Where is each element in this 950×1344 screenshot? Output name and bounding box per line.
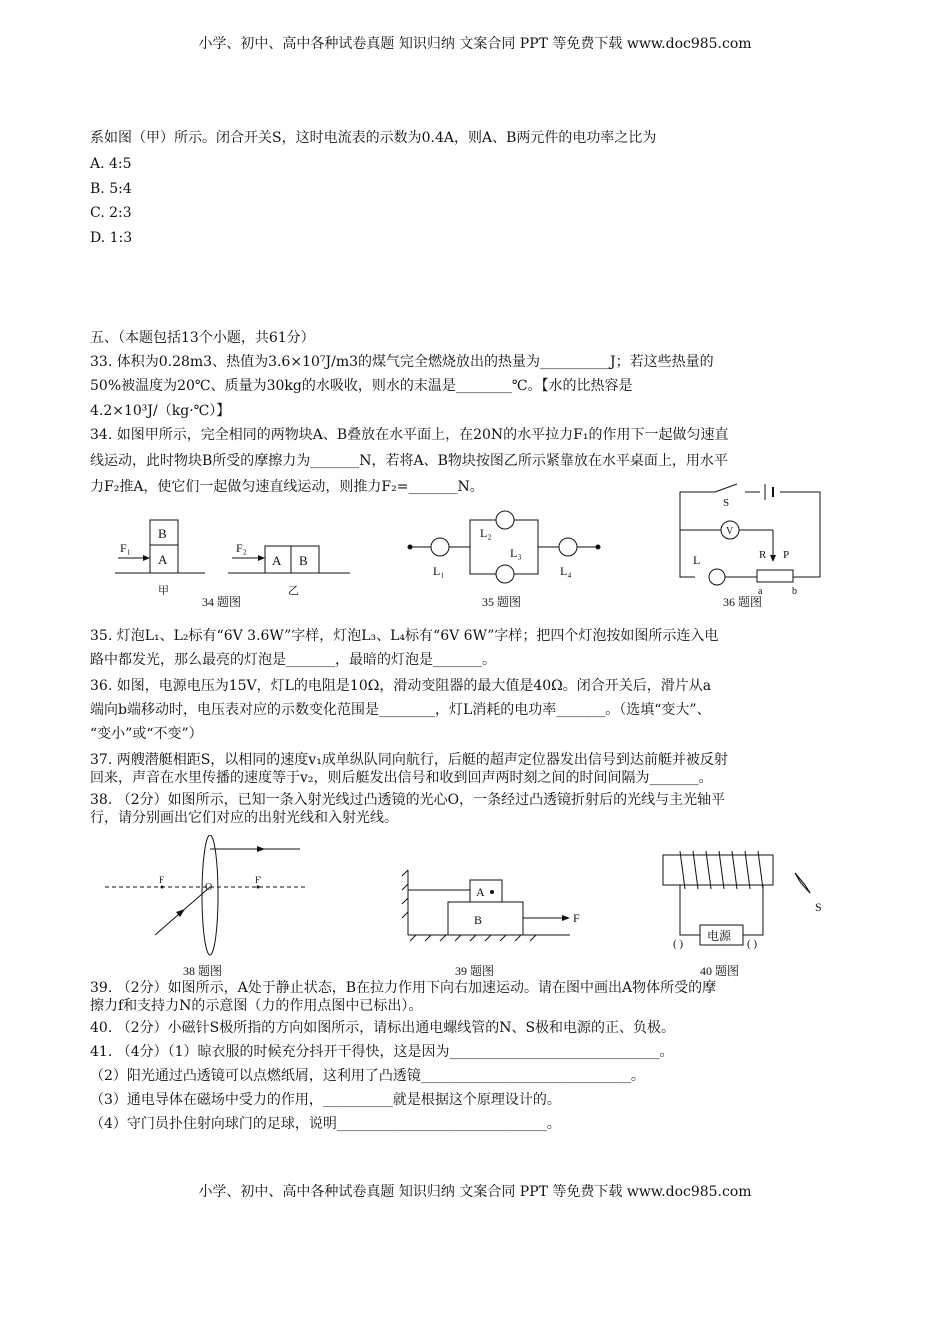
- q40-line: 40. （2分）小磁针S极所指的方向如图所示，请标出通电螺线管的N、S极和电源的正、负极。: [90, 1020, 676, 1036]
- figure-35: [400, 505, 610, 610]
- svg-text:甲: 甲: [158, 585, 169, 597]
- svg-text:P: P: [783, 549, 790, 561]
- svg-text:A: A: [158, 552, 168, 567]
- q39-line: 擦力f和支持力N的示意图（力的作用点图中已标出）。: [90, 998, 423, 1014]
- svg-text:L₁: L₁: [433, 564, 445, 578]
- svg-text:b: b: [792, 586, 797, 597]
- figure-38: [105, 835, 315, 980]
- svg-text:F₂: F₂: [236, 541, 247, 555]
- svg-text:电源: 电源: [707, 929, 732, 943]
- q34-line: 线运动，此时物块B所受的摩擦力为_______N，若将A、B物块按图乙所示紧靠放在水平桌面上，用水平: [90, 453, 728, 469]
- q41-line: （4）守门员扑住射向球门的足球，说明______________________________。: [90, 1116, 561, 1132]
- svg-text:S: S: [815, 900, 822, 914]
- svg-text:F: F: [159, 875, 165, 885]
- q34-line: 力F₂推A，使它们一起做匀速直线运动，则推力F₂=_______N。: [90, 479, 484, 495]
- q33-line: 50%被温度为20℃、质量为30kg的水吸收，则水的末温是________℃。【水的比热容是: [90, 378, 633, 394]
- svg-text:B: B: [474, 913, 483, 927]
- svg-text:38 题图: 38 题图: [183, 964, 223, 978]
- q41-line: （2）阳光通过凸透镜可以点燃纸屑，这利用了凸透镜______________________________。: [90, 1068, 645, 1084]
- q33-line: 33. 体积为0.28m3、热值为3.6×10⁷J/m3的煤气完全燃烧放出的热量为__________J；若这些热量的: [90, 354, 714, 370]
- q32-option-c: C. 2:3: [90, 205, 132, 221]
- q36-line: 36. 如图，电源电压为15V，灯L的电阻是10Ω，滑动变阻器的最大值是40Ω。闭合开关后，滑片从a: [90, 678, 712, 694]
- q39-line: 39. （2分）如图所示，A处于静止状态，B在拉力作用下向右加速运动。请在图中画出A物体所受的摩: [90, 980, 717, 996]
- svg-text:O: O: [205, 882, 213, 893]
- q37-line: 37. 两艘潜艇相距S，以相同的速度v₁成单纵队同向航行，后艇的超声定位器发出信号到达前艇并被反射: [90, 752, 728, 768]
- svg-text:a: a: [758, 586, 763, 597]
- q41-line: 41. （4分）（1）晾衣服的时候充分抖开干得快，这是因为______________________________。: [90, 1044, 674, 1060]
- q36-line: “变小”或“不变”）: [90, 726, 203, 742]
- svg-text:36 题图: 36 题图: [723, 595, 763, 609]
- svg-text:A: A: [476, 885, 485, 899]
- q35-line: 35. 灯泡L₁、L₂标有“6V 3.6W”字样，灯泡L₃、L₄标有“6V 6W”字样；把四个灯泡按如图所示连入电: [90, 628, 719, 644]
- svg-text:39 题图: 39 题图: [455, 964, 495, 978]
- svg-text:A: A: [272, 553, 282, 568]
- q32-stem: 系如图（甲）所示。闭合开关S，这时电流表的示数为0.4A，则A、B两元件的电功率之比为: [90, 130, 657, 146]
- svg-text:乙: 乙: [288, 585, 299, 597]
- svg-text:L: L: [693, 553, 701, 567]
- figure-36: [665, 480, 835, 610]
- svg-text:B: B: [158, 526, 167, 541]
- q32-option-d: D. 1:3: [90, 230, 133, 246]
- svg-text:40 题图: 40 题图: [700, 964, 740, 978]
- svg-text:( ): ( ): [673, 938, 684, 950]
- svg-text:L₂: L₂: [480, 526, 492, 540]
- q36-line: 端向b端移动时，电压表对应的示数变化范围是________，灯L消耗的电功率_______。（选填“变大”、: [90, 702, 711, 718]
- svg-text:F': F': [255, 875, 262, 885]
- q37-line: 回来，声音在水里传播的速度等于v₂，则后艇发出信号和收到回声两时刻之间的时间间隔为_______。: [90, 770, 713, 786]
- q32-option-a: A. 4:5: [90, 156, 132, 172]
- svg-text:35 题图: 35 题图: [482, 595, 522, 609]
- q38-line: 行，请分别画出它们对应的出射光线和入射光线。: [90, 810, 398, 826]
- section-title: 五、（本题包括13个小题，共61分）: [90, 330, 315, 346]
- svg-text:R: R: [759, 549, 767, 561]
- figure-39: [400, 860, 600, 980]
- q41-line: （3）通电导体在磁场中受力的作用，__________就是根据这个原理设计的。: [90, 1092, 561, 1108]
- svg-text:F₁: F₁: [120, 541, 131, 555]
- svg-text:V: V: [726, 526, 734, 537]
- svg-text:34 题图: 34 题图: [202, 595, 242, 609]
- svg-text:F: F: [573, 911, 580, 925]
- page-footer: 小学、初中、高中各种试卷真题 知识归纳 文案合同 PPT 等免费下载 www.doc985.com: [198, 1184, 752, 1200]
- svg-text:( ): ( ): [747, 938, 758, 950]
- svg-text:L₄: L₄: [560, 564, 572, 578]
- q34-line: 34. 如图甲所示，完全相同的两物块A、B叠放在水平面上，在20N的水平拉力F₁的作用下一起做匀速直: [90, 427, 729, 443]
- svg-text:B: B: [299, 553, 308, 568]
- q38-line: 38. （2分）如图所示，已知一条入射光线过凸透镜的光心O，一条经过凸透镜折射后的光线与主光轴平: [90, 792, 726, 808]
- svg-text:S: S: [723, 497, 730, 509]
- page-header: 小学、初中、高中各种试卷真题 知识归纳 文案合同 PPT 等免费下载 www.doc985.com: [198, 36, 752, 52]
- figure-40: [655, 845, 835, 980]
- svg-text:L₃: L₃: [510, 546, 522, 560]
- q33-line: 4.2×10³J/（kg·℃）】: [90, 403, 231, 419]
- q32-option-b: B. 5:4: [90, 181, 132, 197]
- figure-34: [110, 510, 360, 610]
- q35-line: 路中都发光，那么最亮的灯泡是_______，最暗的灯泡是_______。: [90, 652, 496, 668]
